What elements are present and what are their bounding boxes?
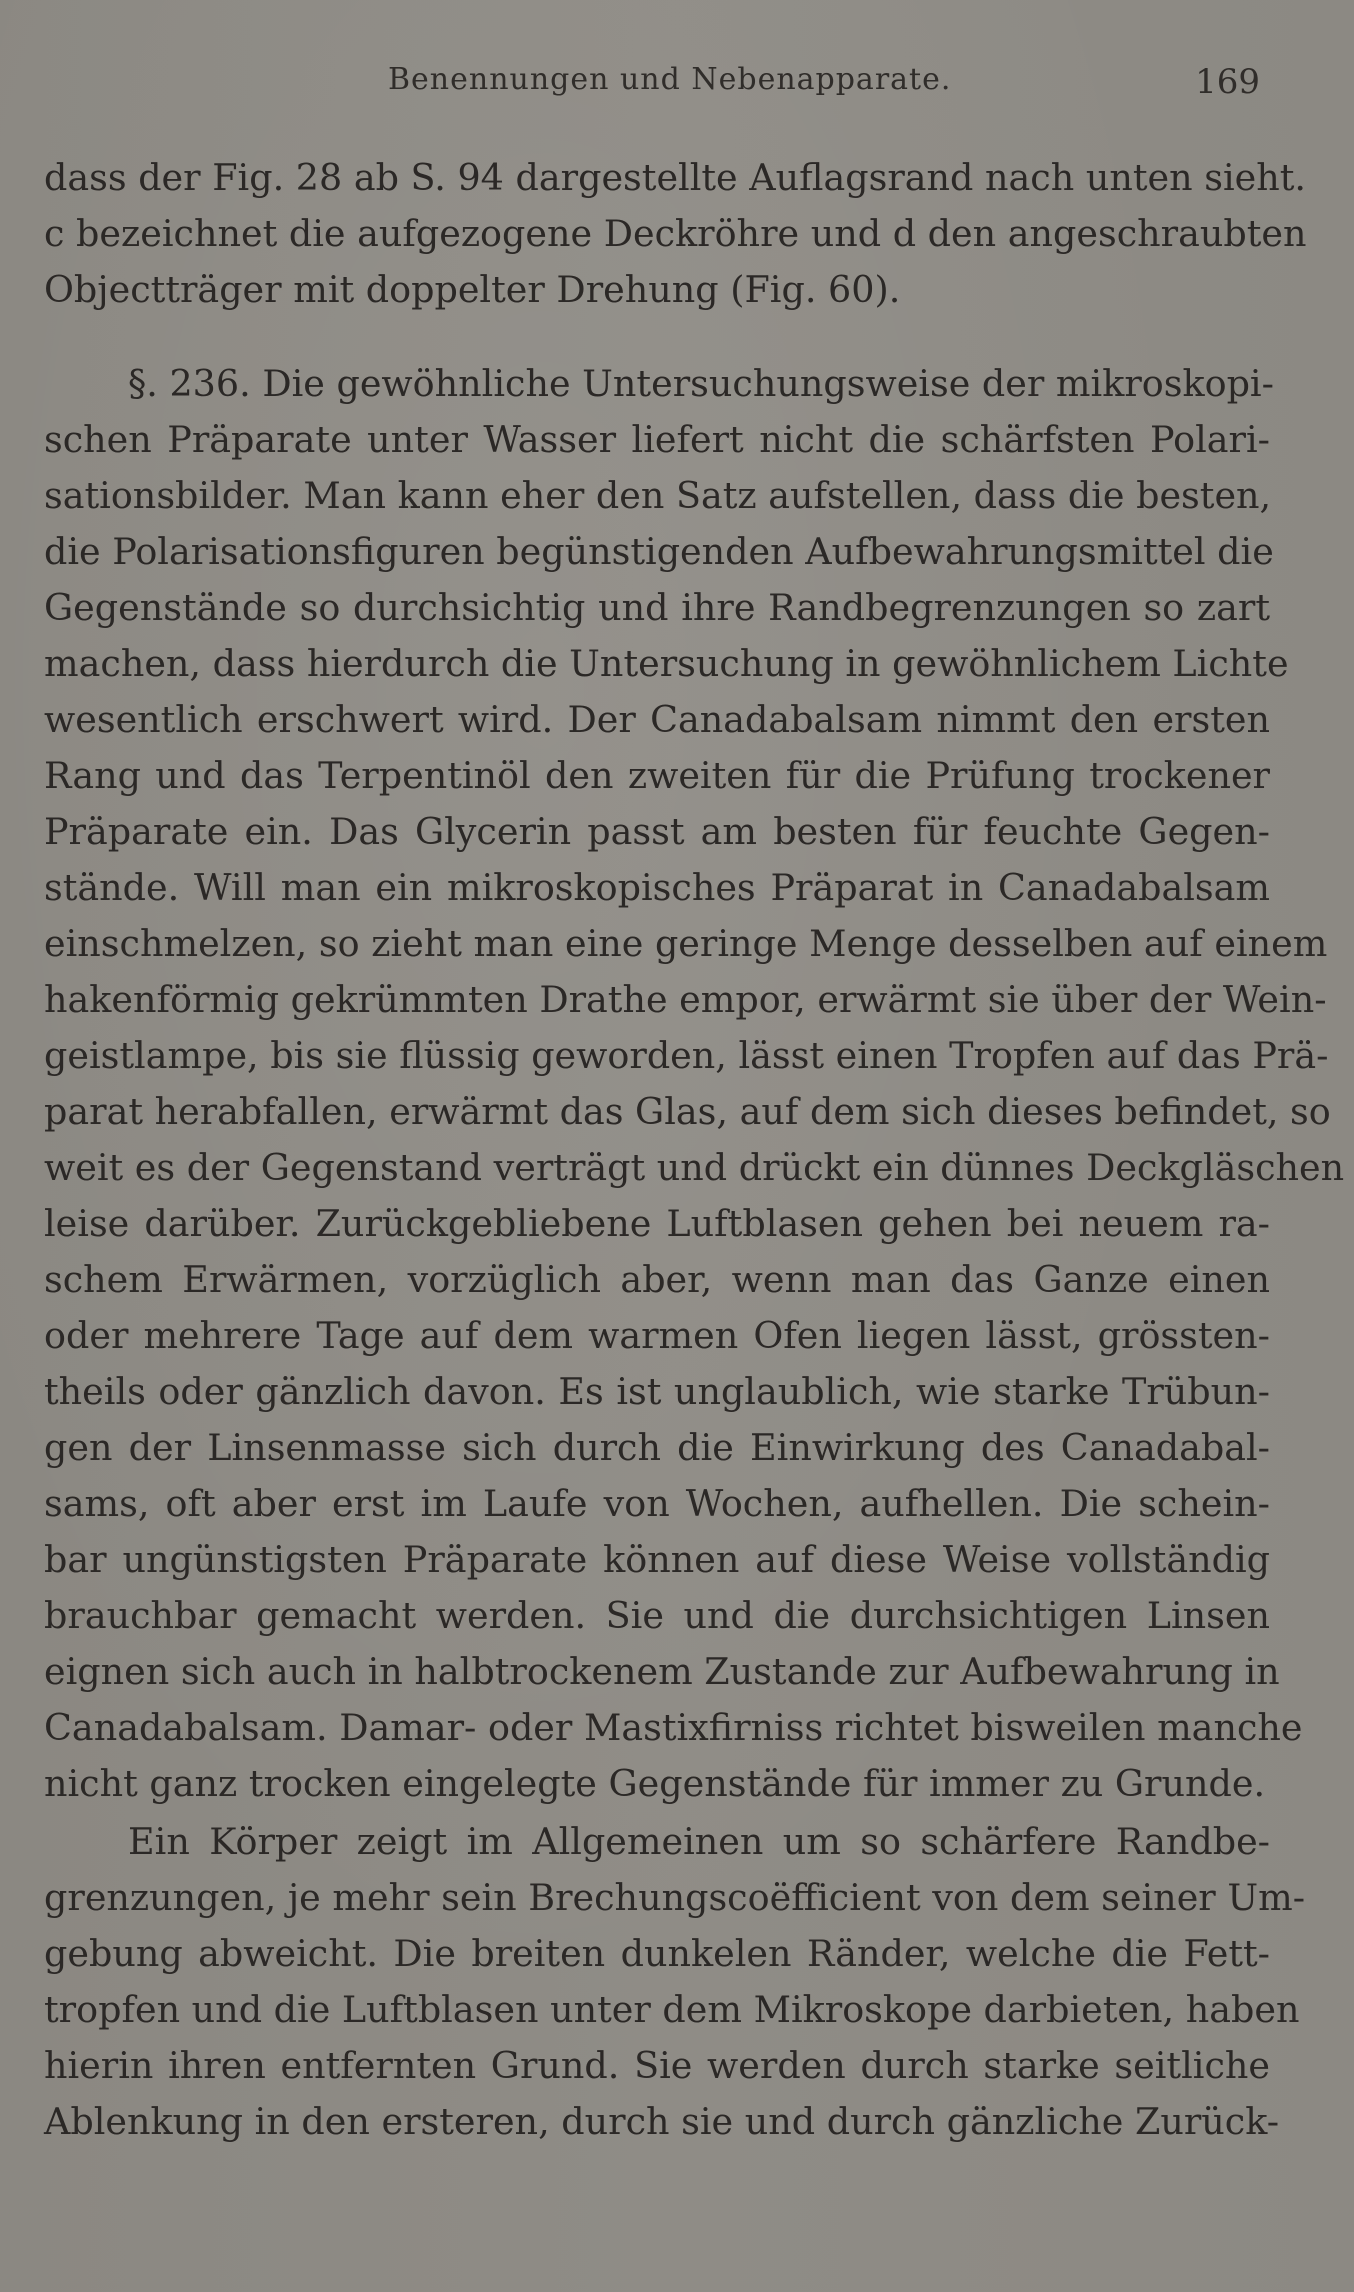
text-line: eignen sich auch in halbtrockenem Zustande zur Aufbewahrung in [44, 1650, 1280, 1693]
text-line: leise darüber. Zurückgebliebene Luftblasen gehen bei neuem ra- [44, 1202, 1270, 1245]
text-line: hierin ihren entfernten Grund. Sie werden durch starke seitliche [44, 2044, 1270, 2087]
text-line: machen, dass hierdurch die Untersuchung in gewöhnlichem Lichte [44, 642, 1289, 685]
text-line: Ein Körper zeigt im Allgemeinen um so schärfere Randbe- [128, 1820, 1270, 1863]
text-line: grenzungen, je mehr sein Brechungscoëfficient von dem seiner Um- [44, 1876, 1306, 1919]
text-line: sationsbilder. Man kann eher den Satz aufstellen, dass die besten, [44, 474, 1272, 517]
text-line: geistlampe, bis sie flüssig geworden, lässt einen Tropfen auf das Prä- [44, 1034, 1329, 1077]
text-line: gen der Linsenmasse sich durch die Einwirkung des Canadabal- [44, 1426, 1270, 1469]
running-head-title: Benennungen und Nebenapparate. [388, 62, 952, 97]
text-line: einschmelzen, so zieht man eine geringe Menge desselben auf einem [44, 922, 1328, 965]
text-line: brauchbar gemacht werden. Sie und die durchsichtigen Linsen [44, 1594, 1270, 1637]
text-line: die Polarisationsfiguren begünstigenden Aufbewahrungsmittel die [44, 530, 1274, 573]
text-line: oder mehrere Tage auf dem warmen Ofen liegen lässt, grössten- [44, 1314, 1270, 1357]
text-line: tropfen und die Luftblasen unter dem Mikroskope darbieten, haben [44, 1988, 1300, 2031]
paragraph-continuation [44, 150, 1307, 318]
text-line: dass der Fig. 28 ab S. 94 dargestellte Auflagsrand nach unten sieht. [44, 156, 1307, 199]
paragraph-refraction [44, 1814, 1306, 2150]
text-line: schem Erwärmen, vorzüglich aber, wenn man das Ganze einen [44, 1258, 1270, 1301]
text-line: bar ungünstigsten Präparate können auf diese Weise vollständig [44, 1538, 1270, 1581]
text-line: weit es der Gegenstand verträgt und drückt ein dünnes Deckgläschen [44, 1146, 1345, 1189]
text-line: c bezeichnet die aufgezogene Deckröhre und d den angeschraubten [44, 212, 1307, 255]
text-line: nicht ganz trocken eingelegte Gegenstände für immer zu Grunde. [44, 1762, 1266, 1805]
text-line: Canadabalsam. Damar- oder Mastixfirniss richtet bisweilen manche [44, 1706, 1303, 1749]
text-line: sams, oft aber erst im Laufe von Wochen, aufhellen. Die schein- [44, 1482, 1270, 1525]
text-line: Präparate ein. Das Glycerin passt am besten für feuchte Gegen- [44, 810, 1270, 853]
text-line: Ablenkung in den ersteren, durch sie und durch gänzliche Zurück- [44, 2100, 1280, 2143]
text-line: schen Präparate unter Wasser liefert nicht die schärfsten Polari- [44, 418, 1270, 461]
text-line: Rang und das Terpentinöl den zweiten für die Prüfung trockener [44, 754, 1270, 797]
text-line: §. 236. Die gewöhnliche Untersuchungsweise der mikroskopi- [128, 362, 1274, 405]
text-line: theils oder gänzlich davon. Es ist unglaublich, wie starke Trübun- [44, 1370, 1270, 1413]
body-text [44, 150, 1345, 2150]
text-line: stände. Will man ein mikroskopisches Präparat in Canadabalsam [44, 866, 1270, 909]
paragraph-spacer [44, 318, 1270, 356]
text-line: parat herabfallen, erwärmt das Glas, auf dem sich dieses befindet, so [44, 1090, 1331, 1133]
text-line: gebung abweicht. Die breiten dunkelen Ränder, welche die Fett- [44, 1932, 1270, 1975]
text-line: wesentlich erschwert wird. Der Canadabalsam nimmt den ersten [44, 698, 1270, 741]
page-number: 169 [1195, 62, 1260, 102]
text-line: Gegenstände so durchsichtig und ihre Randbegrenzungen so zart [44, 586, 1270, 629]
paragraph-section-236 [44, 356, 1345, 1812]
text-line: Objectträger mit doppelter Drehung (Fig. 60). [44, 268, 901, 311]
text-line: hakenförmig gekrümmten Drathe empor, erwärmt sie über der Wein- [44, 978, 1327, 1021]
